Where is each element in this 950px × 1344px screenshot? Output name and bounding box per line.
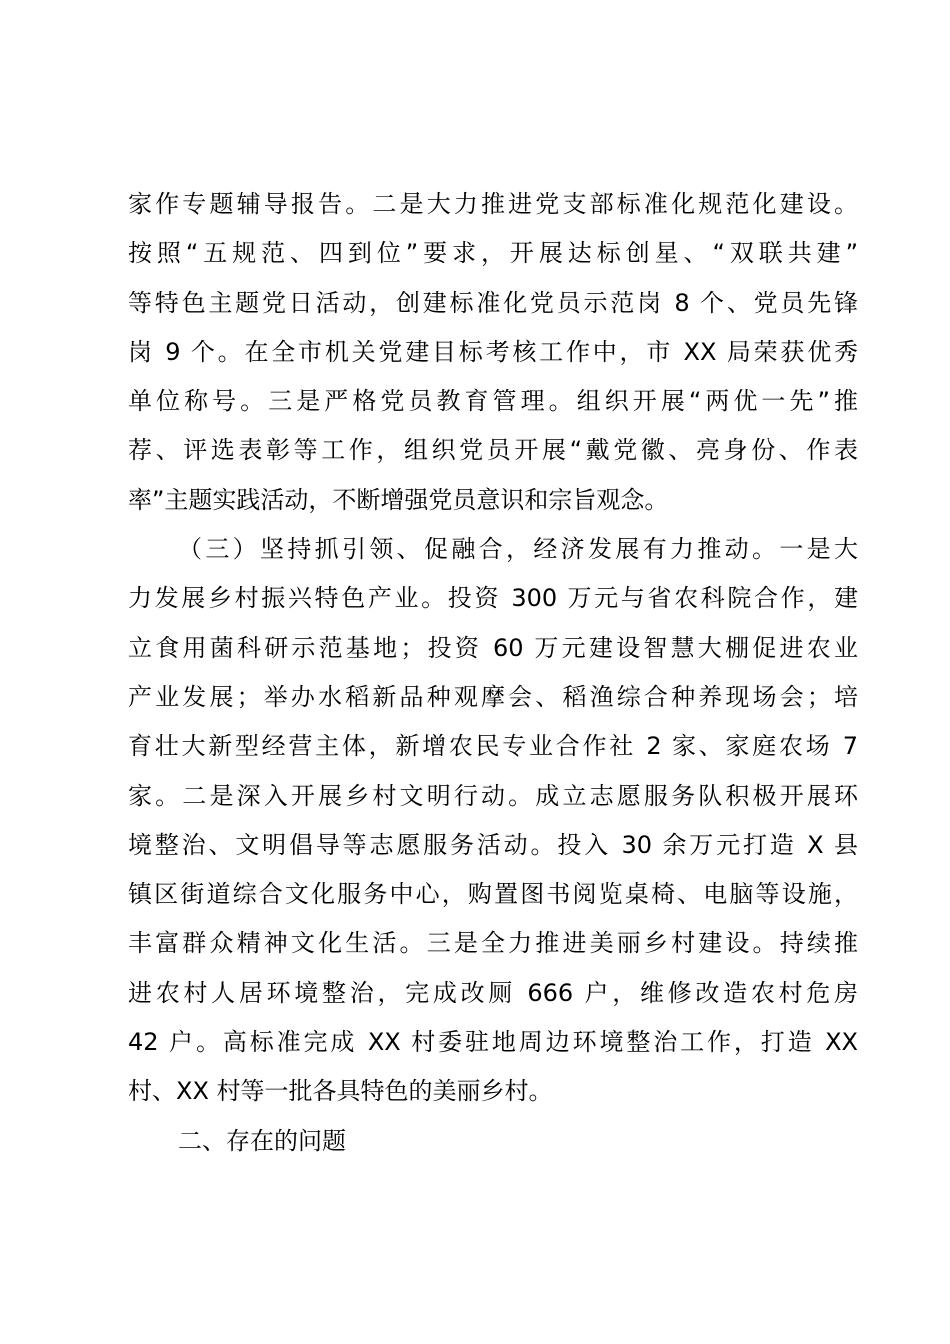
text-line: 进农村人居环境整治，完成改厕 666 户，维修改造农村危房 xyxy=(128,978,858,1007)
text-line: 荐、评选表彰等工作，组织党员开展“戴党徽、亮身份、作表 xyxy=(128,436,858,465)
text-line: 境整治、文明倡导等志愿服务活动。投入 30 余万元打造 X 县 xyxy=(128,830,858,859)
paragraph-party-building xyxy=(128,184,858,529)
text-line: 立食用菌科研示范基地；投资 60 万元建设智慧大棚促进农业 xyxy=(128,633,858,662)
text-line: 按照“五规范、四到位”要求，开展达标创星、“双联共建” xyxy=(128,239,858,268)
section-heading-block xyxy=(128,1121,858,1170)
text-line: 等特色主题党日活动，创建标准化党员示范岗 8 个、党员先锋 xyxy=(128,288,858,317)
text-line: 镇区街道综合文化服务中心，购置图书阅览桌椅、电脑等设施， xyxy=(128,880,858,909)
text-line: 丰富群众精神文化生活。三是全力推进美丽乡村建设。持续推 xyxy=(128,929,858,958)
text-line: 育壮大新型经营主体，新增农民专业合作社 2 家、家庭农场 7 xyxy=(128,732,858,761)
text-line: （三）坚持抓引领、促融合，经济发展有力推动。一是大 xyxy=(178,535,858,564)
section-heading: 二、存在的问题 xyxy=(178,1126,346,1155)
paragraph-economic-development xyxy=(128,529,858,1121)
text-line: 产业发展；举办水稻新品种观摩会、稻渔综合种养现场会；培 xyxy=(128,682,858,711)
text-line: 岗 9 个。在全市机关党建目标考核工作中，市 XX 局荣获优秀 xyxy=(128,337,858,366)
text-line: 42 户。高标准完成 XX 村委驻地周边环境整治工作，打造 XX xyxy=(128,1028,858,1057)
text-line: 家作专题辅导报告。二是大力推进党支部标准化规范化建设。 xyxy=(128,190,858,218)
text-line: 家。二是深入开展乡村文明行动。成立志愿服务队积极开展环 xyxy=(128,781,858,810)
text-line: 单位称号。三是严格党员教育管理。组织开展“两优一先”推 xyxy=(128,387,858,416)
document-body xyxy=(128,184,858,1170)
text-line: 力发展乡村振兴特色产业。投资 300 万元与省农科院合作，建 xyxy=(128,584,858,613)
text-line: 率”主题实践活动，不断增强党员意识和宗旨观念。 xyxy=(128,485,669,514)
text-line: 村、XX 村等一批各具特色的美丽乡村。 xyxy=(128,1077,553,1106)
